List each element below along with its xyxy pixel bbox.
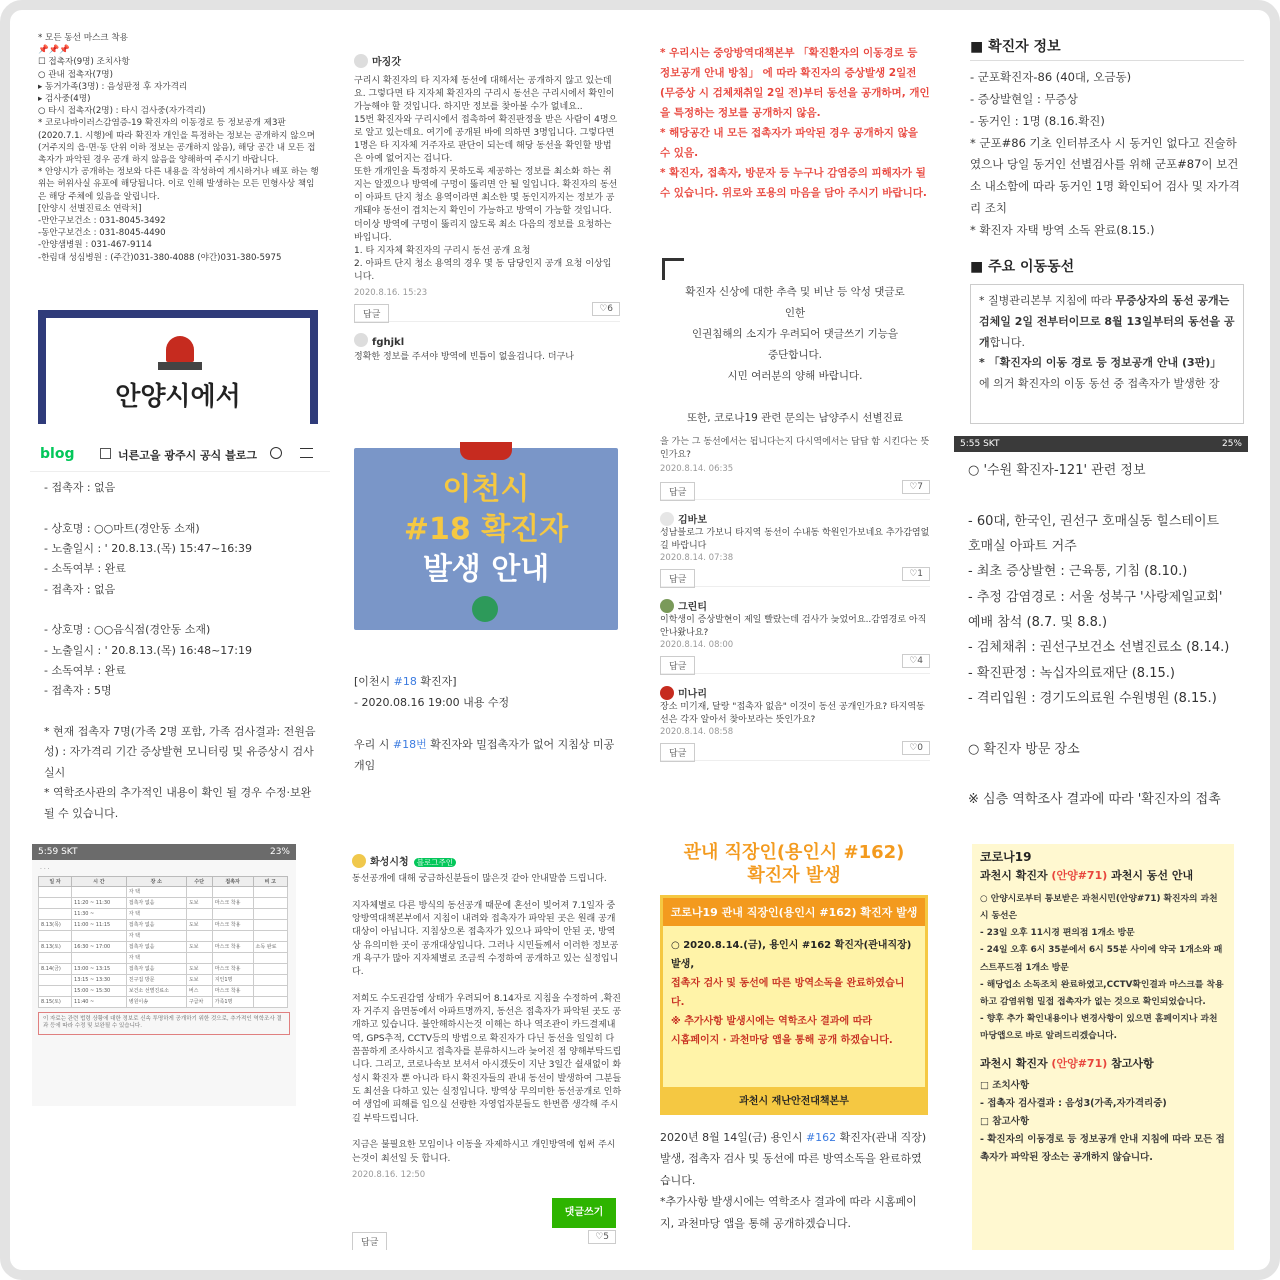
panel-top-title: 코로나19: [980, 850, 1032, 864]
info-line: [968, 483, 1234, 508]
reply-button[interactable]: 답글: [352, 1232, 387, 1250]
panel-seongnam-comments: [654, 436, 936, 830]
comment-disabled-notice: [654, 282, 936, 424]
info-line: [968, 711, 1234, 736]
table-header: 장 소: [126, 876, 186, 886]
blog-logo[interactable]: blog: [40, 446, 75, 462]
table-cell: 가족1명: [212, 996, 253, 1007]
table-cell: 8.13(토): [39, 941, 72, 952]
comment-body: 장소 미기재, 달랑 "접촉자 없음" 이것이 동선 공개인가요? 타지역동선은 각자 알아서 찾아보라는 뜻인가요?: [660, 702, 925, 726]
info-line: ○ '수원 확진자-121' 관련 정보: [968, 463, 1146, 478]
route-line: ○ 안양시로부터 통보받은 과천시민(안양#71) 확진자의 과천시 동선은: [980, 894, 1218, 922]
route-line: - 24일 오후 6시 35분에서 6시 55분 사이에 약국 1개소와 패스트푸드점 1개소 방문: [980, 945, 1223, 973]
comment-item: [660, 508, 930, 587]
table-cell: 8.14(금): [39, 963, 72, 974]
table-cell: 8.13(목): [39, 919, 72, 930]
table-cell: 마스크 착용: [212, 897, 253, 908]
comment-body: 동선공개에 대해 궁금하신분들이 많은것 같아 안내말씀 드립니다. 지자체별로 다른 방식의 동선공개 때문에 혼선이 빚어져 7.1일자 중앙방역대책본부에서 지침이 내려와 접촉자가 파악된 곳은 원래 공개대상이 아닙니다. 지침상으론 접촉자가 있으나 파악이 안된 곳, 방역상 유의미한 곳이 공개대상입니다. 그러나 시민들께서 이러한 정보공개 욕구가 많아 지자체별로 조금씩 수정하여 공개하고 있는 실정입니다. 저희도 수도권감염 상태가 우려되어 8.14자로 지침을 수정하여 ,확진자 거주지 읍면동에서 아파트명까지, 동선은 접촉자가 파악된 곳도 공개하고 있습니다. 불안해하시는것 이해는 하나 역조관이 카드결제내역, GPS추적, CCTV등의 방법으로 확진자가 다닌 동선을 일일히 다 꼼꼼하게 조사하시고 접촉자를 분류하시느라 늦어진 점 양해부탁드립니다. 그리고, 코로나속보 보셔서 아시겠듯이 지난 3일간 쉴새없이 화성시 확진자 뿐 아니라 타시 확진자들의 관내 동선이 발생하여 그분들도 최선을 다하고 있는 실정입니다. 방역상 무의미한 동선공개로 인하여 생업에 피해를 입으실 선량한 자영업자분들도 한번쯤 생각해 주시길 부탁드립니다. 지금은 불필요한 모임이나 이동을 자제하시고 개인방역에 힘써 주시는것이 최선일 듯 합니다.: [352, 874, 622, 1164]
table-row: [39, 930, 288, 941]
comment-item: [660, 682, 930, 761]
table-cell: 소독 완료: [253, 941, 287, 952]
notice-line: ☐ 접촉자(9명) 조치사항: [38, 57, 130, 68]
table-header: 시 간: [72, 876, 127, 886]
comment-date: 2020.8.14. 08:58: [660, 727, 734, 738]
notice-line: * 코로나바이러스감염증-19 확진자의 이동경로 등 정보공개 제3판 (2020.7.1. 시행)에 따라 확진자 개인을 특정하는 정보는 공개하지 않으며(거주지의 읍·면·동 단위 이하 정보는 공개하지 않음), 해당 공간 내 모든 접촉자가 파악된 경우 공개 하지 않음을 양해하여 주시기 바랍니다.: [38, 118, 316, 166]
quote-mark: [662, 258, 684, 280]
table-cell: 마스크 착용: [212, 941, 253, 952]
comment-body: 정확한 정보를 주셔야 방역에 빈틈이 없을겁니다. 더구나: [354, 351, 574, 362]
red-notice-line: * 우리시는 중앙방역대책본부 「확진환자의 이동경로 등 정보공개 안내 방침」 에 따라 확진자의 증상발생 2일전 (무증상 시 검체채취일 2일 전)부터 동선을 공개하며, 개인을 특정하는 정보를 공개하지 않음.: [660, 47, 930, 119]
table-row: [39, 985, 288, 996]
reply-button[interactable]: 답글: [660, 743, 695, 762]
table-cell: [186, 908, 212, 919]
owner-badge: 블로그주인: [414, 858, 456, 867]
exposure-line: [44, 600, 316, 620]
table-row: [39, 897, 288, 908]
comment-user: fghjkl: [372, 336, 405, 348]
banner-line: 발생 안내: [422, 552, 550, 587]
comment-date: 2020.8.16. 12:50: [352, 1169, 426, 1180]
notice-line: ○ 타시 접촉자(2명) : 타시 검사중(자가격리): [38, 106, 206, 117]
like-button[interactable]: ♡4: [902, 654, 930, 668]
info-line: - 동거인 : 1명 (8.16.확진): [970, 113, 1105, 128]
table-row: [39, 974, 288, 985]
table-cell: 마스크 착용: [212, 963, 253, 974]
table-cell: 마스크 착용: [212, 985, 253, 996]
like-button[interactable]: ♡1: [902, 567, 930, 581]
avatar: [660, 686, 674, 700]
red-notice-line: * 확진자, 접촉자, 방문자 등 누구나 감염증의 피해자가 될 수 있습니다. 위로와 포용의 마음을 담아 주시기 바랍니다.: [660, 166, 927, 199]
comment-date: 2020.8.14. 08:00: [660, 640, 734, 651]
table-cell: [39, 952, 72, 963]
table-header: 비 고: [253, 876, 287, 886]
exposure-line: * 현재 접촉자 7명(가족 2명 포함, 가족 검사결과: 전원음성) : 자가격리 기간 증상발현 모니터링 및 유증상시 검사 실시: [44, 725, 316, 779]
exposure-line: - 노출일시 : ' 20.8.13.(목) 15:47~16:39: [44, 542, 252, 556]
comment-item: [660, 595, 930, 674]
table-cell: [253, 996, 287, 1007]
status-bar: 5:55 SKT 25%: [954, 436, 1248, 452]
panel-gwacheon-yongin: [656, 838, 932, 1244]
notice-line: -동안구보건소 : 031-8045-4490: [38, 228, 166, 239]
info-line: - 군포확진자-86 (40대, 오금동): [970, 70, 1132, 84]
banner-line: 이천시: [442, 472, 530, 507]
info-line: - 최초 증상발현 : 근육통, 기침 (8.10.): [968, 564, 1188, 580]
notice-line: 인한: [784, 307, 806, 319]
info-line: ※ 심층 역학조사 결과에 따라 '확진자의 접촉: [968, 792, 1221, 808]
banner-footer: 과천시 재난안전대책본부: [663, 1087, 925, 1112]
avatar: [660, 512, 674, 526]
comment-list: [654, 508, 936, 761]
info-line: - 검체채취 : 권선구보건소 선별진료소 (8.14.): [968, 640, 1230, 656]
exposure-line: - 노출일시 : ' 20.8.13.(목) 16:48~17:19: [44, 643, 252, 657]
table-row: [39, 908, 288, 919]
info-line: - 60대, 한국인, 권선구 호매실동 힐스테이트 호매실 아파트 거주: [968, 513, 1220, 555]
table-cell: 11:30 ~: [72, 908, 127, 919]
table-row: [39, 952, 288, 963]
like-button[interactable]: ♡6: [592, 302, 620, 316]
exposure-line: - 접촉자 : 없음: [44, 582, 116, 596]
table-cell: 마스크 착용: [212, 919, 253, 930]
comment-date: 2020.8.14. 06:35: [660, 464, 734, 475]
notice-line: [654, 387, 936, 408]
reply-button[interactable]: 답글: [354, 304, 389, 323]
red-notice-line: * 해당공간 내 모든 접촉자가 파악된 경우 공개하지 않을 수 있음.: [660, 126, 918, 159]
case-info: [962, 67, 1252, 242]
notice-line: ▸ 검사중(4명): [38, 94, 91, 105]
panel-route-table: 5:59 SKT 23% · · · 일 자 시 간 장 소 수단 접촉자 비 고 자 택 11:20 ~ 11:30 접촉자 없음 도보 마스크 착용 11:30 ~ 자 택 8.13(목) 11:00 ~ 11:15 접촉자 없음 도보 마스크 착용 자 택 8.13(토) 16:30 ~ 17:00 접촉자 없음 도보 마스크 착용 소독 완료 자 택 8.14(금) 13:00 ~ 13:15 접촉자 없음 도보 마스크 착용 13:15 ~ 13:30 친구집 방문 도보 지인1명 15:00 ~ 15:30 보건소 선별진료소 버스 마스크 착용 8.15(토) 11:40 ~ 병원이송 구급차 가족1명 이 자료는 관련 법령 상황에 대한 정보로 신속 투명하게 공개하기 위한 것으로, 추가적인 역학조사 결과 등에 따라 수정 및 보완될 수 있습니다.: [32, 844, 296, 1106]
write-comment-button[interactable]: 댓글쓰기: [552, 1198, 616, 1228]
comment-user: 미나리: [678, 689, 707, 701]
table-cell: [212, 952, 253, 963]
table-cell: [186, 930, 212, 941]
comment-user: 화성시청: [370, 857, 409, 868]
search-icon[interactable]: [270, 447, 282, 459]
icheon-text: [이천시 #18 확진자] - 2020.08.16 19:00 내용 수정 우리 시 #18번 확진자와 밀접촉자가 없어 지침상 미공개임: [354, 675, 615, 772]
table-cell: [39, 886, 72, 897]
notice-line: ○ 관내 접촉자(7명): [38, 69, 113, 80]
table-cell: 접촉자 없음: [126, 941, 186, 952]
red-notice: [654, 44, 936, 204]
notice-line: 📌📌📌: [38, 45, 71, 56]
panel-gwacheon-anyang71: 코로나19 과천시 확진자 (안양#71) 과천시 동선 안내 ○ 안양시로부터 통보받은 과천시민(안양#71) 확진자의 과천시 동선은 - 23일 오후 11시경 편의점 1개소 방문 - 24일 오후 6시 35분에서 6시 55분 사이에 약국 1개소와 패스트푸드점 1개소 방문 - 해당업소 소독조치 완료하였고,CCTV확인결과 마스크를 착용하고 감염위험 밀접 접촉자가 없는 것으로 확인되었습니다. - 향후 추가 확인내용이나 변경사항이 있으면 홈페이지나 과천마당앱으로 바로 알려드리겠습니다. 과천시 확진자 (안양#71) 참고사항 □ 조치사항 - 접촉자 검사결과 : 음성3(가족,자가격리중) □ 참고사항 - 확진자의 이동경로 등 정보공개 안내 지침에 따라 모든 접촉자가 파악된 장소는 공개하지 않습니다.: [972, 844, 1234, 1250]
exposure-line: - 소독여부 : 완료: [44, 562, 126, 576]
info-line: * 군포#86 기초 인터뷰조사 시 동거인 없다고 진술하였으나 당일 동거인 선별검사를 위해 군포#87이 보건소 내소함에 따라 동거인 1명 확인되어 검사 및 자가격리 조치: [970, 135, 1240, 216]
table-header: 수단: [186, 876, 212, 886]
yongin-banner: [660, 895, 928, 1115]
table-cell: 13:00 ~ 13:15: [72, 963, 127, 974]
avatar: [354, 333, 368, 347]
banner-title: 코로나19 관내 직장인(용인시 #162) 확진자 발생: [663, 898, 925, 926]
table-cell: [186, 952, 212, 963]
table-cell: [253, 930, 287, 941]
exposure-line: [44, 702, 316, 722]
table-row: [39, 941, 288, 952]
table-cell: 자 택: [126, 952, 186, 963]
exposure-list: [30, 472, 330, 830]
table-cell: [253, 985, 287, 996]
info-line: * 확진자 자택 방역 소독 완료(8.15.): [970, 222, 1155, 237]
panel-guri-comments: [346, 44, 628, 424]
notice-line: 확진자 신상에 대한 추측 및 비난 등 악성 댓글로: [685, 286, 905, 298]
banner-body: ○ 2020.8.14.(금), 용인시 #162 확진자(관내직장) 발생, 접촉자 검사 및 동선에 따른 방역소독을 완료하였습니다. ※ 추가사항 발생시에는 역학조사 결과에 따라 시홈페이지 · 과천마당 앱을 통해 공개 하겠습니다.: [671, 940, 912, 1046]
table-cell: [253, 886, 287, 897]
table-row: [39, 919, 288, 930]
exposure-line: - 접촉자 : 없음: [44, 481, 116, 494]
table-note: 이 자료는 관련 법령 상황에 대한 정보로 신속 투명하게 공개하기 위한 것으로, 추가적인 역학조사 결과 등에 따라 수정 및 보완될 수 있습니다.: [38, 1012, 290, 1035]
notice-line: 시민 여러분의 양해 바랍니다.: [727, 370, 863, 382]
table-cell: 16:30 ~ 17:00: [72, 941, 127, 952]
notice-line: 인권침해의 소지가 우려되어 댓글쓰기 기능을: [691, 328, 899, 340]
table-cell: 11:20 ~ 11:30: [72, 897, 127, 908]
notice-line: -만안구보건소 : 031-8045-3492: [38, 216, 166, 227]
route-notice-box: * 질병관리본부 지침에 따라 무증상자의 동선 공개는 검체일 2일 전부터이므로 8월 13일부터의 동선을 공개합니다. * 「확진자의 이동 경로 등 정보공개 안내 (3판)」 에 의거 확진자의 이동 동선 중 접촉자가 발생한 장: [970, 284, 1244, 424]
info-line: - 증상발현일 : 무증상: [970, 91, 1078, 106]
table-cell: [39, 974, 72, 985]
route-line: - 23일 오후 11시경 편의점 1개소 방문: [980, 928, 1135, 939]
comment-body: 이학생이 증상발현이 제일 빨랐는데 검사가 늦었어요..감염경로 아직 안나왔나요?: [660, 615, 927, 639]
notice-line: -한림대 성심병원 : (주간)031-380-4088 (야간)031-380-5975: [38, 252, 282, 263]
exposure-line: - 상호명 : ○○마트(경안동 소재): [44, 521, 200, 535]
table-cell: [39, 985, 72, 996]
exposure-line: * 역학조사관의 추가적인 내용이 확인 될 경우 수정·보완 될 수 있습니다.: [44, 786, 312, 820]
table-cell: [253, 897, 287, 908]
notice-line: 또한, 코로나19 관련 문의는 남양주시 선별진료: [687, 412, 903, 424]
menu-icon[interactable]: [300, 448, 313, 458]
exposure-line: - 상호명 : ○○음식점(경안동 소재): [44, 623, 211, 637]
exposure-line: - 접촉자 : 5명: [44, 684, 112, 698]
table-cell: [253, 919, 287, 930]
table-cell: 자 택: [126, 930, 186, 941]
notice-line: 중단합니다.: [767, 349, 823, 361]
panel-icheon: [346, 436, 628, 830]
table-cell: 자 택: [126, 886, 186, 897]
panel-anyang-notice: [30, 28, 330, 424]
anyang-notice-text: [30, 28, 330, 264]
yongin-text: 2020년 8월 14일(금) 용인시 #162 확진자(관내 직장) 발생, 접촉자 검사 및 동선에 따른 방역소독을 완료하였습니다. *추가사항 발생시에는 역학조사 결과에 따라 시홈페이지, 과천마당 앱을 통해 공개하겠습니다.: [660, 1131, 927, 1230]
reply-button[interactable]: 답글: [660, 482, 695, 501]
exposure-line: - 소독여부 : 완료: [44, 664, 126, 678]
table-cell: 친구집 방문: [126, 974, 186, 985]
reply-button[interactable]: 답글: [660, 656, 695, 675]
table-cell: 도보: [186, 941, 212, 952]
anyang-banner-text: 안양시에서: [115, 382, 241, 412]
table-cell: [39, 930, 72, 941]
info-line: - 격리입원 : 경기도의료원 수원병원 (8.15.): [968, 691, 1217, 707]
table-row: [39, 996, 288, 1007]
reply-button[interactable]: 답글: [660, 569, 695, 588]
comment-body: 구리시 확진자의 타 지자체 동선에 대해서는 공개하지 않고 있는데요. 그렇다면 타 지자체 확진자의 구리시 동선은 구리시에서 확인이 가능해야 할 것입니다. 하지만 정보를 찾아볼 수가 없네요.. 15번 확진자와 구리시에서 접촉하여 확진판정을 받은 사람이 4명으로 알고 있는데요. 여기에 공개된 바에 의하면 3명입니다. 그렇다면 1명은 타 지자체 거주자로 판단이 되는데 해당 동선을 확인할 방법은 아예 없어지는 겁니다. 또한 개개인을 특정하지 못하도록 제공하는 정보를 최소화 하는 취지는 알겠으나 방역에 구멍이 뚫리면 안 될 일입니다. 확진자의 동선이 아파트 단지 청소 용역이라면 최소한 몇 동인지까지는 정보가 공개돼야 동선이 겹치는지 확인이 가능하고 방역이 가능할 것입니다. 더이상 방역에 구멍이 뚫리지 않도록 최소 다음의 정보를 요청하는 바입니다. 1. 타 지자체 확진자의 구리시 동선 공개 요청 2. 아파트 단지 청소 용역의 경우 몇 동 담당인지 공개 요청 이상입니다.: [354, 76, 618, 282]
table-cell: 11:40 ~: [72, 996, 127, 1007]
info-line: ○ 확진자 방문 장소: [968, 741, 1080, 757]
table-cell: 13:15 ~ 13:30: [72, 974, 127, 985]
route-line: - 향후 추가 확인내용이나 변경사항이 있으면 홈페이지나 과천마당앱으로 바로 알려드리겠습니다.: [980, 1013, 1218, 1042]
table-cell: 버스: [186, 985, 212, 996]
panel-gwangju-blog: [30, 436, 330, 830]
table-cell: [212, 886, 253, 897]
panel-suwon-info: [954, 436, 1248, 830]
panel-namyangju-notice: [654, 44, 936, 424]
anyang71-notes: □ 조치사항 - 접촉자 검사결과 : 음성3(가족,자가격리중) □ 참고사항 - 확진자의 이동경로 등 정보공개 안내 지침에 따라 모든 접촉자가 파악된 장소는 공개하지 않습니다.: [980, 1080, 1225, 1164]
comment-user: 마징갓: [372, 57, 401, 68]
table-cell: [212, 908, 253, 919]
info-line: - 확진판정 : 녹십자의료재단 (8.15.): [968, 665, 1175, 681]
like-button[interactable]: ♡7: [902, 480, 930, 494]
comment-body: 을 가는 그 동선에서는 됩니다는지 다시역에서는 답답 함 시킨다는 뜻인가요?: [660, 437, 930, 461]
table-cell: 지인1명: [212, 974, 253, 985]
table-cell: 자 택: [126, 908, 186, 919]
table-cell: 11:00 ~ 11:15: [72, 919, 127, 930]
table-cell: [39, 908, 72, 919]
table-header: 일 자: [39, 876, 72, 886]
suwon-info-text: [954, 452, 1248, 819]
list-icon[interactable]: [100, 448, 111, 459]
table-cell: [72, 952, 127, 963]
table-cell: 도보: [186, 897, 212, 908]
like-button[interactable]: ♡0: [902, 741, 930, 755]
info-line: [968, 762, 1234, 787]
table-cell: 15:00 ~ 15:30: [72, 985, 127, 996]
table-cell: [72, 930, 127, 941]
comment-body: 성남블로그 가보니 타지역 동선이 수내동 학원인가보네요 추가감염없길 바랍니다: [660, 528, 930, 552]
like-button[interactable]: ♡5: [588, 1230, 616, 1244]
route-line: - 해당업소 소독조치 완료하였고,CCTV확인결과 마스크를 착용하고 감염위험 밀접 접촉자가 없는 것으로 확인되었습니다.: [980, 979, 1224, 1007]
table-cell: [253, 908, 287, 919]
notice-line: ▸ 동거가족(3명) : 음성판정 후 자가격리: [38, 81, 188, 92]
table-cell: 구급차: [186, 996, 212, 1007]
table-cell: 병원이송: [126, 996, 186, 1007]
table-cell: 접촉자 없음: [126, 897, 186, 908]
panel-gunpo-info: [962, 34, 1252, 424]
table-cell: [253, 963, 287, 974]
city-logo-icon: [472, 596, 498, 622]
anyang71-route: [972, 885, 1234, 1051]
table-cell: [253, 952, 287, 963]
table-cell: [39, 897, 72, 908]
avatar: [352, 854, 366, 868]
table-cell: 도보: [186, 974, 212, 985]
avatar: [660, 599, 674, 613]
table-cell: [72, 886, 127, 897]
siren-icon: [460, 442, 512, 460]
exposure-line: [44, 498, 316, 518]
table-cell: 보건소 선별진료소: [126, 985, 186, 996]
blog-title: 너른고을 광주시 공식 블로그: [118, 449, 257, 462]
info-line: - 추정 감염경로 : 서울 성북구 '사랑제일교회' 예배 참석 (8.7. 및 8.8.): [968, 589, 1223, 631]
table-cell: [253, 974, 287, 985]
blog-header: [30, 436, 330, 472]
route-table: [38, 876, 288, 1008]
table-row: [39, 886, 288, 897]
notice-line: [안양시 선별진료소 연락처]: [38, 203, 142, 214]
avatar: [354, 54, 368, 68]
anyang-banner: [38, 310, 318, 424]
comment-date: 2020.8.14. 07:38: [660, 553, 734, 564]
comment-user: 그린티: [678, 602, 707, 614]
table-cell: [212, 930, 253, 941]
table-cell: 도보: [186, 919, 212, 930]
notice-line: * 모든 동선 마스크 착용: [38, 33, 128, 43]
comment-date: 2020.8.16. 15:23: [354, 287, 428, 298]
notice-line: * 안양시가 공개하는 정보와 다른 내용을 작성하여 게시하거나 배포 하는 행위는 허위사실 유포에 해당됩니다. 이로 인해 발생하는 모든 민형사상 책임은 해당 주체에 있음을 알립니다.: [38, 167, 319, 202]
siren-icon: [166, 336, 194, 362]
panel-hwaseong-reply: [346, 846, 628, 1250]
table-cell: [186, 886, 212, 897]
comment-user: 김바보: [678, 515, 707, 527]
yongin-heading: 관내 직장인(용인시 #162) 확진자 발생: [683, 842, 905, 886]
table-cell: 접촉자 없음: [126, 963, 186, 974]
status-bar: 5:59 SKT 23%: [32, 844, 296, 860]
banner-line: #18 확진자: [403, 512, 569, 547]
table-row: [39, 963, 288, 974]
section-title: ■ 확진자 정보: [970, 36, 1244, 61]
table-header: 접촉자: [212, 876, 253, 886]
icheon-banner: [354, 448, 618, 630]
table-cell: 접촉자 없음: [126, 919, 186, 930]
table-cell: 도보: [186, 963, 212, 974]
section-title: ■ 주요 이동동선: [970, 258, 1075, 275]
table-cell: 8.15(토): [39, 996, 72, 1007]
notice-line: -안양샘병원 : 031-467-9114: [38, 240, 152, 251]
